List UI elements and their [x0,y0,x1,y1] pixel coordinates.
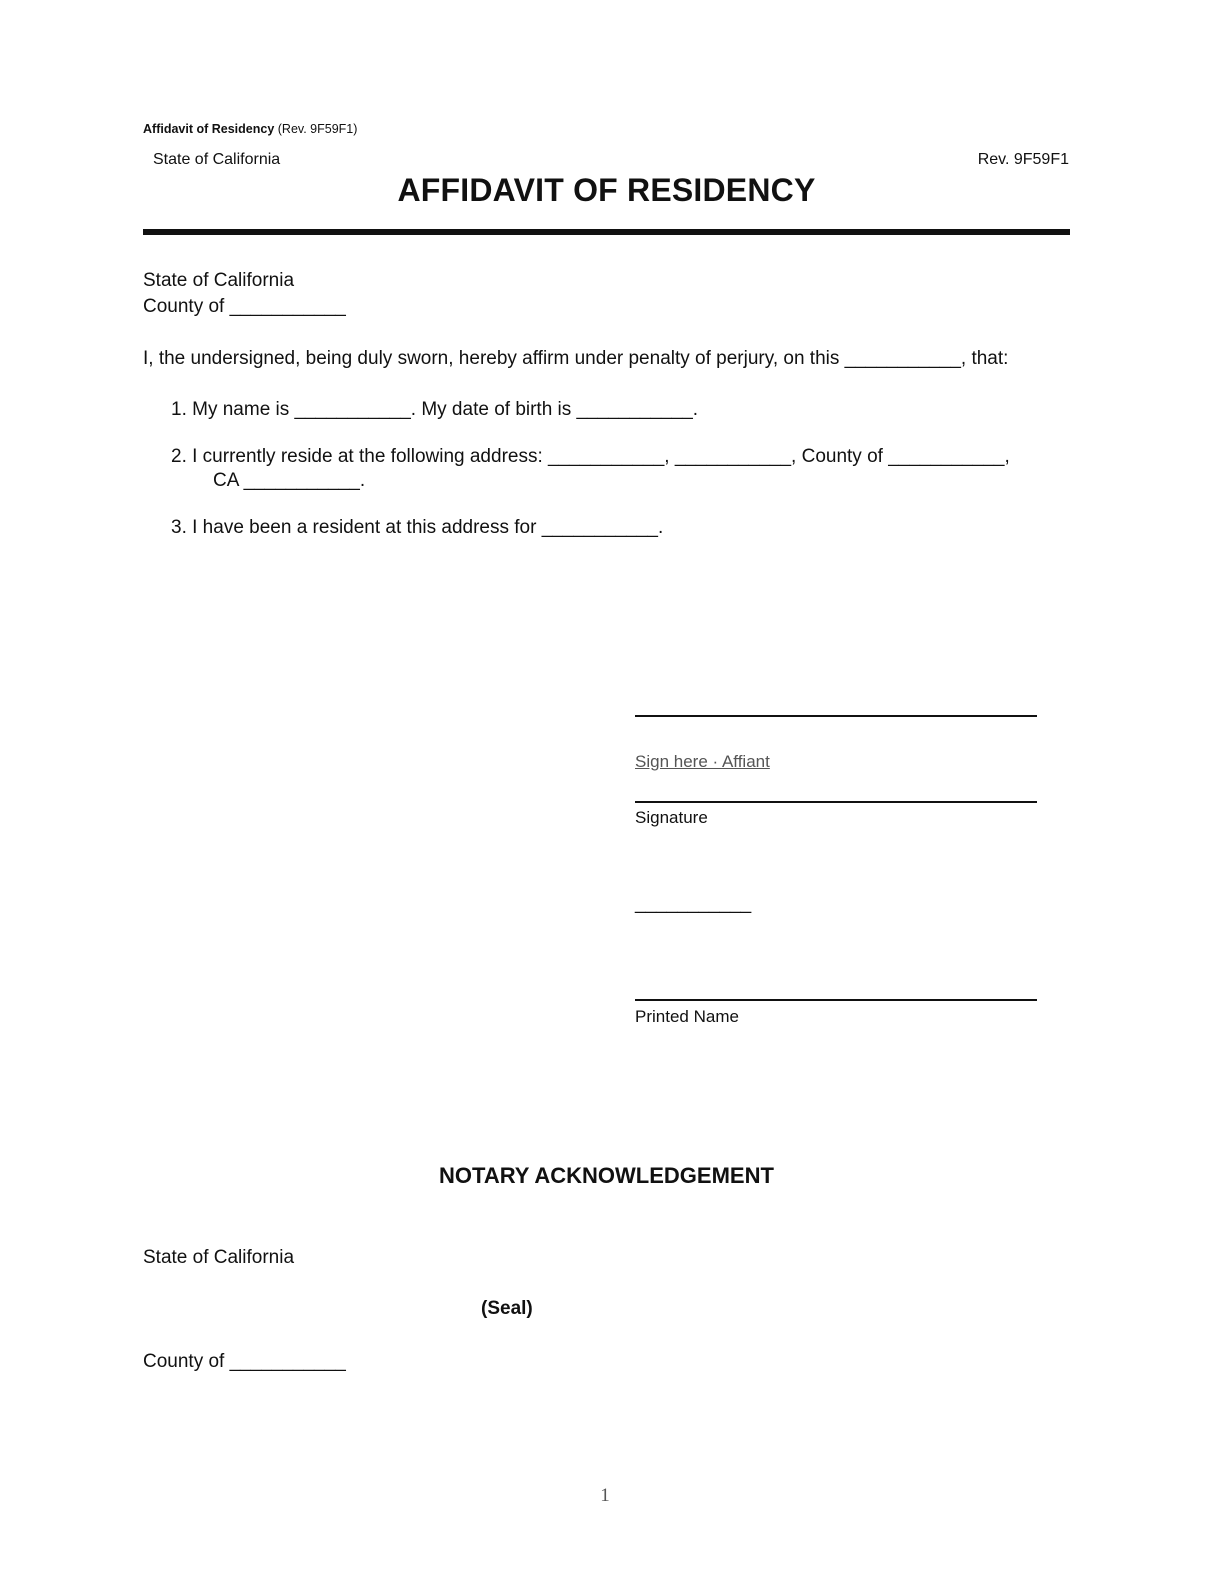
notary-state: State of California [143,1247,295,1268]
signature-line-top [635,715,1037,717]
signature-line[interactable] [635,801,1037,803]
notary-county-field[interactable]: County of ___________ [143,1351,346,1372]
running-head [143,122,357,136]
venue-county-field[interactable]: County of ___________ [143,296,346,317]
list-item-address: 2. I currently reside at the following address: ___________, ___________, County of ___________, [171,446,1010,467]
header-state: State of California [153,151,281,168]
printed-name-label: Printed Name [635,1007,739,1026]
venue-state: State of California [143,270,295,291]
page-number: 1 [600,1485,610,1506]
sign-here-link[interactable]: Sign here · Affiant [635,752,770,771]
signature-label: Signature [635,808,708,827]
intro-statement: I, the undersigned, being duly sworn, hereby affirm under penalty of perjury, on this ___________, that: [143,348,1009,369]
list-item-residency-duration: 3. I have been a resident at this address for ___________. [171,517,664,538]
running-head-title: Affidavit of Residency [143,122,275,136]
list-item-address-continuation: CA ___________. [213,470,366,491]
running-head-revision: (Rev. 9F59F1) [277,122,358,136]
printed-name-line[interactable] [635,999,1037,1001]
seal-label: (Seal) [481,1298,533,1319]
header-revision: Rev. 9F59F1 [977,151,1069,168]
date-field[interactable]: ___________ [635,893,752,914]
document-title: AFFIDAVIT OF RESIDENCY [397,172,816,208]
title-divider [143,229,1070,235]
notary-title: NOTARY ACKNOWLEDGEMENT [439,1163,774,1188]
list-item-name-dob: 1. My name is ___________. My date of birth is ___________. [171,399,699,420]
